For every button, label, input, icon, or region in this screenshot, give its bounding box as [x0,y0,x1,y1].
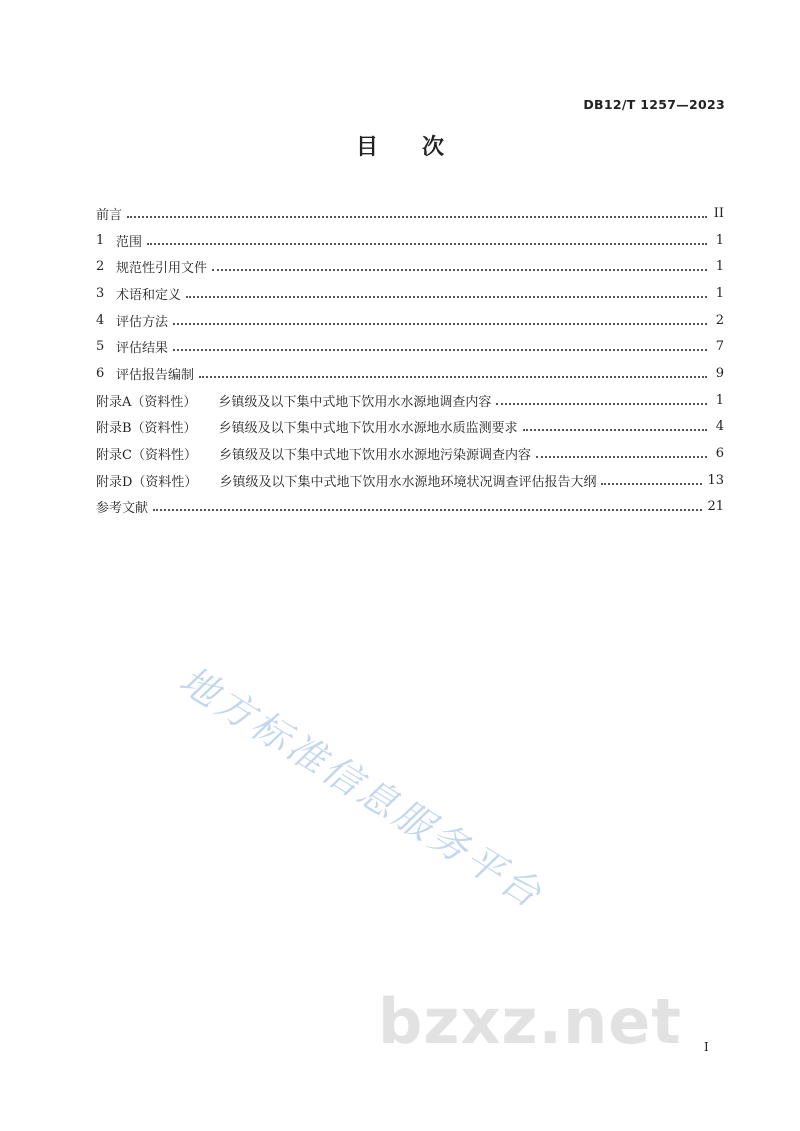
toc-leader-dots [173,322,707,325]
page-title: 目次 [355,135,488,160]
toc-leader-dots [173,348,707,351]
toc-leader-dots [212,268,707,271]
toc-entry-page: 2 [715,312,724,328]
toc-entry-subtitle: 乡镇级及以下集中式地下饮用水水源地水质监测要求 [218,421,518,437]
toc-entry-label: 前言 [96,207,123,223]
toc-entry-subtitle: 乡镇级及以下集中式地下饮用水水源地环境状况调查评估报告大纲 [219,474,597,490]
toc-leader-dots [523,428,707,431]
toc-leader-dots [186,295,707,298]
toc-entry[interactable] [96,387,724,414]
toc-entry-page: 13 [707,472,724,488]
toc-entry[interactable] [96,227,724,254]
toc-leader-dots [153,508,702,511]
toc-leader-dots [199,375,707,378]
toc-entry[interactable] [96,494,724,521]
toc-entry-page: 4 [715,419,724,435]
toc-entry-label: 评估方法 [116,314,169,330]
toc-entry-page: 1 [715,285,724,301]
toc-entry[interactable] [96,467,724,494]
toc-entry-page: II [713,205,724,221]
toc-leader-dots [496,402,707,405]
table-of-contents [96,200,724,520]
document-code: DB12/T 1257—2023 [583,97,725,112]
toc-entry-subtitle: 乡镇级及以下集中式地下饮用水水源地调查内容 [218,394,492,410]
toc-entry-number: 3 [96,285,105,301]
toc-entry-page: 7 [715,339,724,355]
toc-leader-dots [147,242,707,245]
toc-entry-label: 评估结果 [116,341,169,357]
toc-entry[interactable] [96,414,724,441]
toc-entry[interactable] [96,307,724,334]
toc-leader-dots [601,482,702,485]
toc-entry[interactable] [96,253,724,280]
page-number: I [704,1040,709,1054]
toc-leader-dots [536,455,707,458]
toc-entry-subtitle: 乡镇级及以下集中式地下饮用水水源地污染源调查内容 [218,448,531,464]
toc-entry-label: 评估报告编制 [116,367,195,383]
toc-entry-label: 附录A（资料性） [96,394,197,410]
toc-entry-label: 术语和定义 [116,287,182,303]
toc-entry-label: 规范性引用文件 [116,261,208,277]
toc-entry[interactable] [96,360,724,387]
toc-entry-page: 1 [715,232,724,248]
toc-entry-label: 附录C（资料性） [96,448,197,464]
toc-entry[interactable] [96,440,724,467]
toc-entry-number: 2 [96,259,105,275]
toc-entry-label: 范围 [116,234,143,250]
toc-entry-label: 参考文献 [96,501,149,517]
toc-entry-label: 附录B（资料性） [96,421,197,437]
toc-entry-page: 9 [715,365,724,381]
toc-entry-page: 21 [707,499,724,515]
toc-leader-dots [127,215,707,218]
toc-entry-label: 附录D（资料性） [96,474,198,490]
toc-entry-page: 6 [715,446,724,462]
toc-entry[interactable] [96,333,724,360]
toc-entry[interactable] [96,280,724,307]
toc-entry-number: 4 [96,312,105,328]
brand-watermark: bzxz.net [378,985,682,1058]
watermark-text: 地方标准信息服务平台 [171,657,552,918]
toc-entry-page: 1 [715,392,724,408]
toc-entry[interactable] [96,200,724,227]
toc-entry-number: 6 [96,365,105,381]
toc-entry-number: 1 [96,232,105,248]
toc-entry-number: 5 [96,339,105,355]
toc-entry-page: 1 [715,259,724,275]
